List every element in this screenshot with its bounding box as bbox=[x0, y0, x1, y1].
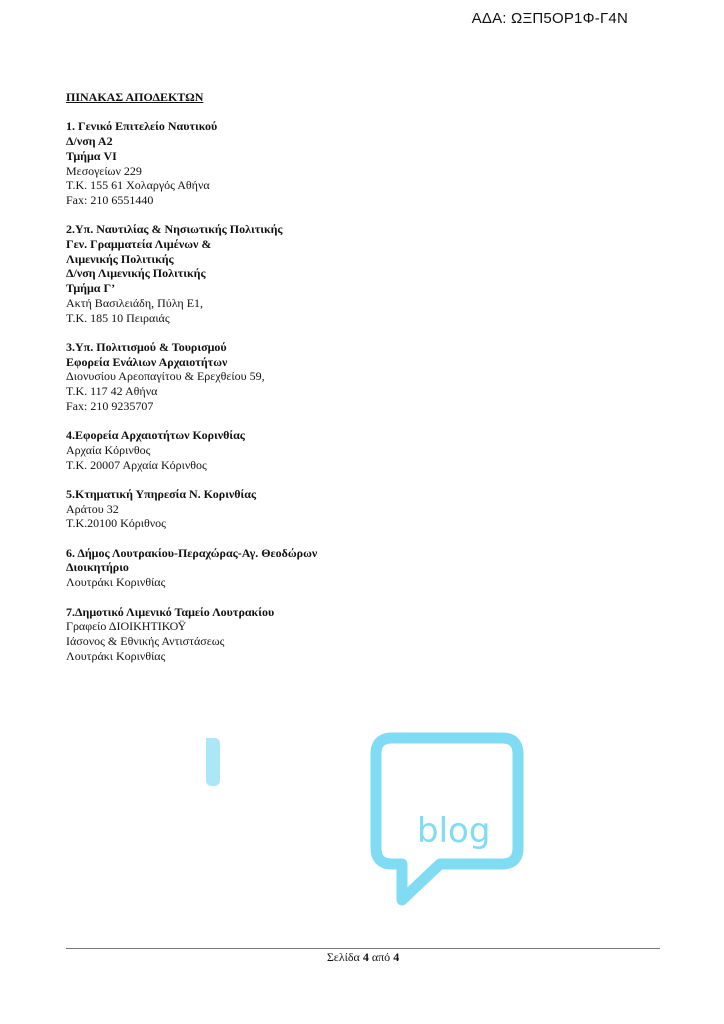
recipient-address-line: Ιάσονος & Εθνικής Αντιστάσεως bbox=[66, 633, 225, 648]
recipient-address-line: Τ.Κ. 117 42 Αθήνα bbox=[66, 384, 158, 399]
recipient-address-line: Τ.Κ. 185 10 Πειραιάς bbox=[66, 310, 170, 325]
recipient-address-line: Ακτή Βασιλειάδη, Πύλη Ε1, bbox=[66, 295, 204, 310]
recipient-department: Εφορεία Ενάλιων Αρχαιοτήτων bbox=[66, 354, 228, 369]
recipient-address-line: Γραφείο ΔΙΟΙΚΗΤΙΚΟΫ bbox=[66, 619, 187, 634]
recipient-address-line: Τ.Κ. 20007 Αρχαία Κόρινθος bbox=[66, 457, 207, 472]
recipient-name: 5.Κτηματική Υπηρεσία Ν. Κορινθίας bbox=[66, 486, 257, 501]
recipient-block bbox=[66, 605, 626, 664]
document-title: ΠΙΝΑΚΑΣ ΑΠΟΔΕΚΤΩΝ bbox=[66, 90, 204, 104]
recipient-block bbox=[66, 119, 626, 207]
recipient-address-line: Fax: 210 6551440 bbox=[66, 192, 154, 207]
current-page: 4 bbox=[362, 950, 369, 964]
recipient-block bbox=[66, 487, 626, 531]
recipients-list bbox=[66, 119, 626, 663]
watermark-text: blog bbox=[417, 811, 491, 851]
recipient-address-line: Λουτράκι Κορινθίας bbox=[66, 648, 166, 663]
recipient-department: Γεν. Γραμματεία Λιμένων & bbox=[66, 237, 212, 251]
recipient-address-line: Αράτου 32 bbox=[66, 501, 119, 516]
of-label: από bbox=[371, 950, 391, 964]
recipient-address-line: Αρχαία Κόρινθος bbox=[66, 442, 151, 457]
recipient-name: 3.Υπ. Πολιτισμού & Τουρισμού bbox=[66, 339, 227, 354]
watermark-left-shape bbox=[206, 738, 220, 786]
recipient-department: Δ/νση Α2 bbox=[66, 134, 113, 149]
recipient-name: 2.Υπ. Ναυτιλίας & Νησιωτικής Πολιτικής bbox=[66, 222, 283, 237]
recipient-block bbox=[66, 428, 626, 472]
recipient-name: 6. Δήμος Λουτρακίου-Περαχώρας-Αγ. Θεοδώρων bbox=[66, 545, 318, 560]
recipient-address-line: Τ.Κ. 155 61 Χολαργός Αθήνα bbox=[66, 178, 210, 193]
recipient-department: Λιμενικής Πολιτικής bbox=[66, 251, 174, 266]
recipient-address-line: Μεσογείων 229 bbox=[66, 163, 142, 178]
footer-divider bbox=[66, 948, 660, 949]
recipient-department: Διοικητήριο bbox=[66, 560, 129, 575]
recipient-block bbox=[66, 340, 626, 414]
ada-code: ΑΔΑ: ΩΞΠ5ΟΡ1Φ-Γ4Ν bbox=[471, 10, 628, 27]
recipient-name: 4.Εφορεία Αρχαιοτήτων Κορινθίας bbox=[66, 428, 245, 443]
recipient-name: 7.Δημοτικό Λιμενικό Ταμείο Λουτρακίου bbox=[66, 604, 275, 619]
recipient-address-line: Τ.Κ.20100 Κόριθνος bbox=[66, 516, 166, 531]
recipient-block bbox=[66, 222, 626, 325]
total-pages: 4 bbox=[393, 950, 400, 964]
document-body bbox=[66, 90, 626, 678]
recipient-department: Τμήμα VI bbox=[66, 148, 117, 163]
recipient-department: Δ/νση Λιμενικής Πολιτικής bbox=[66, 266, 206, 281]
page-footer bbox=[66, 950, 660, 965]
recipient-address-line: Λουτράκι Κορινθίας bbox=[66, 575, 166, 590]
recipient-department: Τμήμα Γ’ bbox=[66, 281, 116, 296]
recipient-address-line: Διονυσίου Αρεοπαγίτου & Ερεχθείου 59, bbox=[66, 369, 265, 384]
recipient-block bbox=[66, 546, 626, 590]
recipient-address-line: Fax: 210 9235707 bbox=[66, 398, 154, 413]
page-label: Σελίδα bbox=[326, 950, 360, 964]
blog-watermark-logo bbox=[200, 730, 530, 910]
recipient-name: 1. Γενικό Επιτελείο Ναυτικού bbox=[66, 119, 218, 134]
